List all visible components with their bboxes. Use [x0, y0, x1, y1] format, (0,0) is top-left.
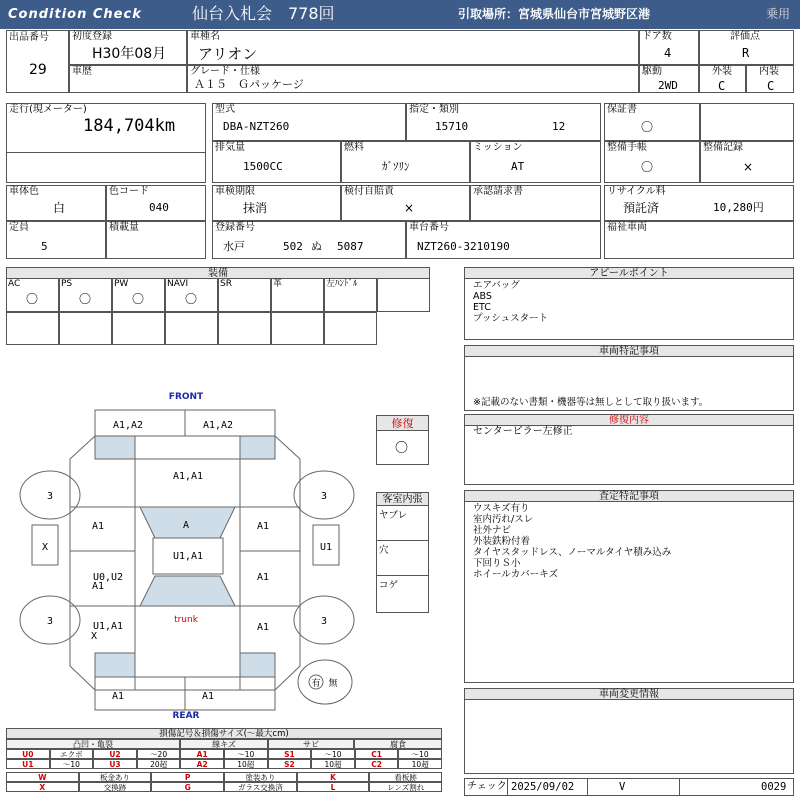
repair-title: 修復内容 [464, 414, 794, 426]
drive-cell [639, 65, 699, 93]
check-date: 2025/09/02 [511, 781, 575, 793]
repair-box [464, 425, 794, 485]
lot-number: 29 [29, 62, 47, 78]
exterior-label: 外装 [712, 66, 732, 77]
service-record: × [743, 160, 754, 174]
fuel: ｶﾞｿﾘﾝ [382, 160, 410, 173]
wheel-rl: 3 [46, 616, 54, 627]
manual: 〇 [641, 160, 654, 174]
plate-area: 水戸 [223, 240, 245, 253]
legend-code: U0 [6, 749, 50, 759]
legend-mark: K [297, 772, 370, 782]
chassis-label: 車台番号 [409, 222, 449, 233]
legend-mark-desc: 塗装あり [224, 772, 297, 782]
trunk-label: trunk [174, 615, 198, 625]
legend-size: エクボ [50, 749, 94, 759]
rear-door-left-1: U0,U2 [92, 572, 124, 583]
repair-badge-value: 〇 [395, 441, 409, 456]
appeal-line: ETC [473, 302, 491, 313]
check-number: 0029 [761, 781, 787, 793]
recycle-label: リサイクル料 [607, 186, 666, 197]
legend-code: U1 [6, 759, 50, 769]
spare-absent: 無 [328, 679, 338, 689]
cabin-box [376, 492, 429, 613]
wheel-fr: 3 [320, 491, 328, 502]
model-label: 型式 [215, 104, 235, 115]
designation: 15710 [435, 120, 469, 133]
legend-mark: G [151, 782, 224, 792]
transmission: AT [511, 160, 525, 173]
manual-cell [604, 141, 700, 183]
cabin-row: 穴 [377, 541, 428, 576]
equipment-item [165, 278, 218, 312]
equipment-blank [165, 312, 218, 345]
model-cell [212, 103, 406, 141]
roof-value: U1,A1 [172, 551, 204, 562]
warranty-label: 保証書 [607, 104, 637, 115]
front-bumper-right: A1,A2 [202, 420, 234, 431]
legend-code: U2 [93, 749, 137, 759]
rear-door-right: A1 [256, 572, 270, 583]
first-reg: H30年08月 [92, 46, 167, 62]
rear-bumper-left: A1 [111, 691, 125, 702]
warranty: 〇 [641, 120, 654, 134]
warranty-blank-cell [700, 103, 794, 141]
mileage-label: 走行(現メーター) [9, 104, 87, 115]
legend-size: 〜10 [224, 749, 268, 759]
cabin-row: コゲ [379, 580, 399, 591]
service-record-label: 整備記録 [703, 142, 743, 153]
assessment-line: 室内汚れ/スレ [473, 514, 534, 525]
recycle-cell [604, 185, 794, 221]
equipment-title: 装備 [6, 267, 430, 279]
exterior-cell [699, 65, 746, 93]
legend-mark-desc: レンズ割れ [369, 782, 442, 792]
plate-number: 5087 [337, 240, 364, 253]
legend-mark-desc: 板金あり [79, 772, 152, 782]
color-code: 040 [149, 201, 169, 214]
auction-title: 仙台入札会 778回 [192, 4, 335, 23]
chassis-cell [406, 221, 601, 259]
legend-mark-desc: 交換跡 [79, 782, 152, 792]
equipment-blank [59, 312, 112, 345]
legend-size: 10超 [224, 759, 268, 769]
designation-label: 指定・類別 [409, 104, 459, 115]
assessment-line: 外装鉄粉付着 [473, 536, 531, 547]
check-bar [464, 778, 794, 796]
appeal-line: エアバッグ [473, 280, 520, 291]
windshield-value: A [182, 520, 190, 531]
recycle-fee: 10,280円 [713, 201, 764, 214]
approval-label: 承認請求書 [473, 186, 523, 197]
wheel-rr: 3 [320, 616, 328, 627]
legend-size: 10超 [398, 759, 442, 769]
appeal-lines [473, 280, 548, 324]
legend-category: 腐食 [354, 739, 442, 749]
legend-title: 損傷記号＆損傷サイズ(〜最大cm) [6, 728, 442, 739]
inspection: 抹消 [243, 201, 268, 215]
displacement-label: 排気量 [215, 142, 245, 153]
repair-badge-title: 修復 [377, 416, 428, 431]
approval-cell [470, 185, 601, 221]
cabin-rows [377, 506, 428, 611]
rear-fender-left-1: U1,A1 [92, 621, 124, 632]
equipment-label: PS [61, 279, 73, 289]
pickup-location: 引取場所：宮城県仙台市宮城野区港 [458, 7, 651, 21]
classification: 12 [552, 120, 566, 133]
rear-fender-right: A1 [256, 622, 270, 633]
warranty-cell [604, 103, 700, 141]
wheel-fl: 3 [46, 491, 54, 502]
name-cell [187, 30, 639, 65]
doors-label: ドア数 [642, 31, 672, 42]
grade: Ａ１５ Ｇパッケージ [194, 78, 304, 91]
insurance-label: 検付自賠責 [344, 186, 394, 197]
equipment-item [271, 278, 324, 312]
drive: 2WD [658, 79, 678, 92]
lot-number-label: 出品番号 [9, 32, 49, 43]
legend-mark: W [6, 772, 79, 782]
capacity: 5 [41, 240, 48, 253]
grade-label: グレード・仕様 [190, 66, 260, 77]
capacity-label: 定員 [9, 222, 29, 233]
changes-title: 車両変更情報 [464, 688, 794, 700]
doors: 4 [664, 46, 672, 60]
legend-size: 〜10 [311, 749, 355, 759]
rating-label: 評価点 [730, 31, 760, 42]
insurance-cell [341, 185, 470, 221]
exterior: C [718, 79, 726, 93]
rear-label: REAR [172, 711, 200, 721]
equipment-blank [271, 312, 324, 345]
color-code-label: 色コード [109, 186, 149, 197]
cabin-row: ヤブレ [377, 506, 428, 541]
check-inspector: V [619, 781, 626, 793]
rear-door-left-2: A1 [91, 581, 105, 592]
inspection-cell [212, 185, 341, 221]
doors-cell [639, 30, 699, 65]
legend-code: A2 [180, 759, 224, 769]
header-bar [0, 0, 800, 29]
first-reg-label: 初度登録 [72, 31, 112, 42]
body-color-label: 車体色 [9, 186, 39, 197]
plate-label: 登録番号 [215, 222, 255, 233]
legend-size: 20超 [137, 759, 181, 769]
welfare-label: 福祉車両 [607, 222, 647, 233]
designation-cell [406, 103, 601, 141]
equipment-extra [377, 278, 430, 312]
lot-number-cell [6, 30, 69, 93]
repair-badge [376, 415, 429, 465]
equipment-label: SR [220, 279, 232, 289]
changes-box [464, 699, 794, 774]
special-title: 車両特記事項 [464, 345, 794, 357]
equipment-label: AC [8, 279, 21, 289]
plate-kana: ぬ [311, 240, 322, 253]
cabin-title: 客室内張 [377, 493, 428, 506]
app-title: Condition Check [8, 7, 142, 22]
assessment-line: ウスキズ有り [473, 503, 530, 514]
assessment-box [464, 501, 794, 683]
rating-cell [699, 30, 794, 65]
model: DBA-NZT260 [223, 120, 290, 133]
load-cell [106, 221, 206, 259]
equipment-value: 〇 [26, 292, 39, 306]
hood-value: A1,A1 [172, 471, 204, 482]
mileage-cell [6, 103, 206, 183]
name-label: 車種名 [190, 31, 220, 42]
assessment-line: 社外ナビ [473, 525, 512, 536]
front-label: FRONT [168, 392, 204, 402]
damage-diagram [0, 385, 370, 725]
legend-mark: L [297, 782, 370, 792]
equipment-grid [6, 278, 430, 345]
legend-category: サビ [268, 739, 354, 749]
legend-size: 10超 [311, 759, 355, 769]
interior: C [767, 79, 775, 93]
special-box [464, 356, 794, 411]
rear-fender-left-2: X [90, 631, 98, 642]
equipment-blank [324, 312, 377, 345]
grade-cell [187, 65, 639, 93]
body-color: 白 [53, 201, 66, 215]
history-label: 車歴 [72, 66, 92, 77]
front-fender-right: A1 [256, 521, 270, 532]
repair-content: センターピラー左修正 [473, 426, 573, 437]
transmission-label: ミッション [473, 142, 523, 153]
legend-mark-desc: ガラス交換済 [224, 782, 297, 792]
recycle-status: 預託済 [623, 201, 660, 215]
legend-code: S1 [268, 749, 312, 759]
legend-mark: P [151, 772, 224, 782]
equipment-label: 左ﾊﾝﾄﾞﾙ [326, 279, 358, 289]
welfare-cell [604, 221, 794, 259]
equipment-item [112, 278, 165, 312]
equipment-value: 〇 [79, 292, 92, 306]
legend-code: U3 [93, 759, 137, 769]
capacity-cell [6, 221, 106, 259]
fuel-cell [341, 141, 470, 183]
legend-mark-desc: 看板跡 [369, 772, 442, 782]
equipment-label: PW [114, 279, 129, 289]
legend-code: C1 [355, 749, 399, 759]
equipment-value: 〇 [132, 292, 145, 306]
legend-code: S2 [268, 759, 312, 769]
equipment-label: NAVI [167, 279, 189, 289]
appeal-line: プッシュスタート [473, 313, 549, 324]
equipment-label: 革 [273, 279, 283, 289]
plate-cell [212, 221, 406, 259]
assessment-line: タイヤスタッドレス、ノーマルタイヤ積み込み [473, 547, 672, 558]
check-label: チェック [467, 781, 507, 792]
legend-mark: X [6, 782, 79, 792]
transmission-cell [470, 141, 601, 183]
legend-code: A1 [180, 749, 224, 759]
rear-bumper-right: A1 [201, 691, 215, 702]
displacement: 1500CC [243, 160, 283, 173]
vehicle-category: 乗用 [766, 7, 791, 21]
assessment-title: 査定特記事項 [464, 490, 794, 502]
inspection-label: 車検期限 [215, 186, 255, 197]
equipment-item [6, 278, 59, 312]
color-code-cell [106, 185, 206, 221]
body-color-cell [6, 185, 106, 221]
equipment-value: 〇 [185, 292, 198, 306]
legend-code: C2 [355, 759, 399, 769]
mirror-left: X [41, 542, 49, 553]
history-cell [69, 65, 187, 93]
equipment-blank [6, 312, 59, 345]
interior-cell [746, 65, 794, 93]
appeal-box [464, 278, 794, 340]
equipment-blank [218, 312, 271, 345]
displacement-cell [212, 141, 341, 183]
legend-category: 凸凹・亀裂 [6, 739, 180, 749]
mirror-right: U1 [319, 542, 333, 553]
equipment-item [59, 278, 112, 312]
special-note: ※記載のない書類・機器等は無しとして取り扱います。 [473, 397, 709, 408]
vehicle-name: アリオン [198, 45, 258, 63]
legend-size: 〜10 [50, 759, 94, 769]
front-fender-left: A1 [91, 521, 105, 532]
spare-present: 有 [311, 679, 321, 689]
equipment-item [218, 278, 271, 312]
front-bumper-left: A1,A2 [112, 420, 144, 431]
equipment-blank [112, 312, 165, 345]
assessment-line: 下回りＳ小 [473, 558, 521, 569]
appeal-line: ABS [473, 291, 492, 302]
first-reg-cell [69, 30, 187, 65]
fuel-label: 燃料 [344, 142, 364, 153]
legend-category: 線キズ [180, 739, 268, 749]
rating: R [742, 46, 750, 60]
assessment-lines [473, 503, 671, 580]
drive-label: 駆動 [642, 66, 662, 77]
plate-class: 502 [283, 240, 303, 253]
manual-label: 整備手帳 [607, 142, 647, 153]
chassis: NZT260-3210190 [417, 240, 510, 253]
assessment-line: ホイールカバーキズ [473, 569, 559, 580]
appeal-title: アピールポイント [464, 267, 794, 279]
interior-label: 内装 [759, 66, 779, 77]
legend-size: 〜10 [398, 749, 442, 759]
service-record-cell [700, 141, 794, 183]
mileage: 184,704km [83, 116, 176, 136]
load-label: 積載量 [109, 222, 139, 233]
insurance: × [404, 201, 415, 215]
equipment-item [324, 278, 377, 312]
legend-size: 〜20 [137, 749, 181, 759]
